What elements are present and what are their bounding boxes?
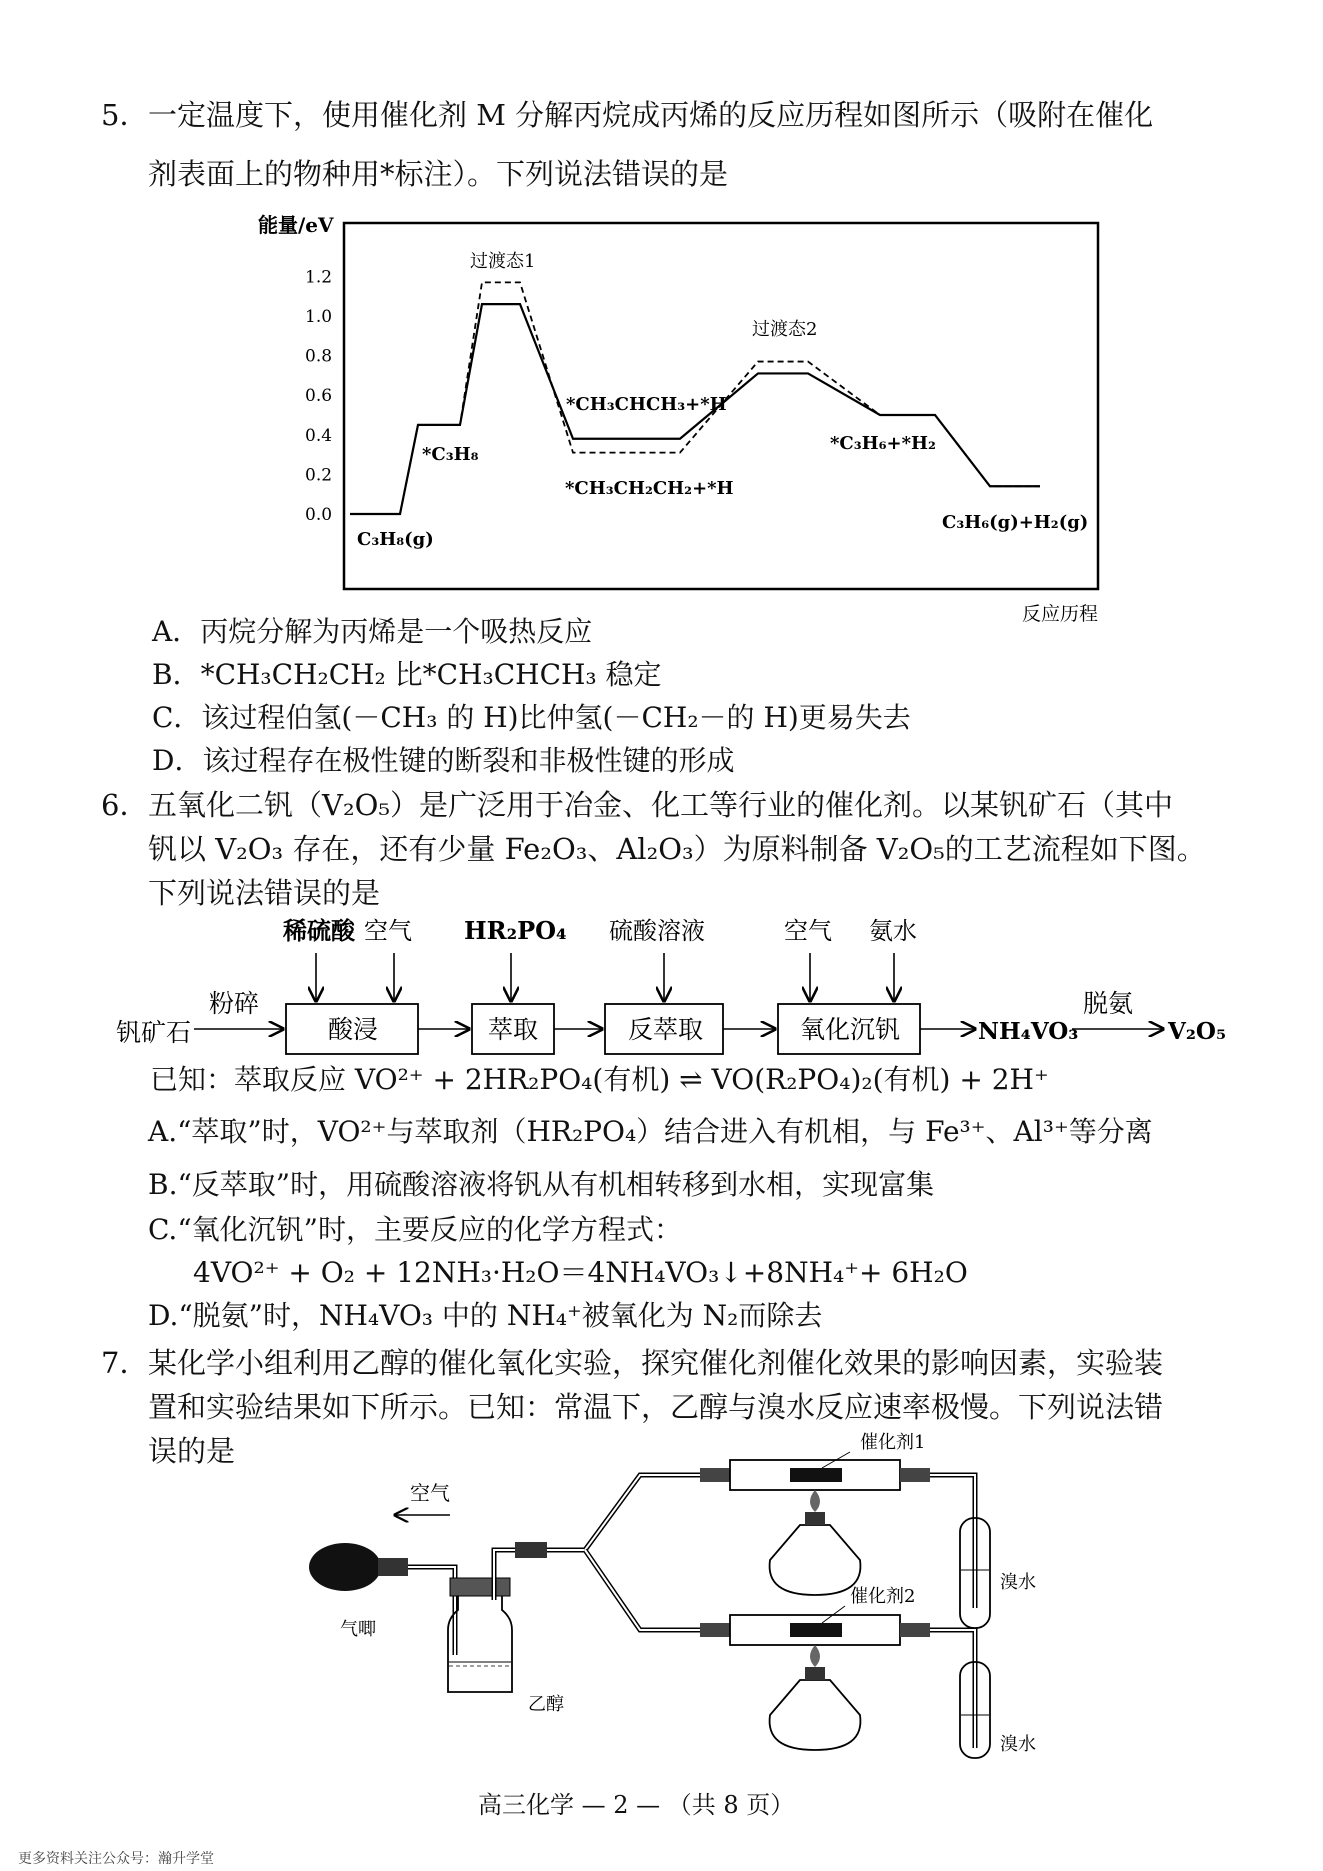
q7-number: 7． — [101, 1346, 149, 1380]
spirit-lamp-1 — [770, 1525, 861, 1595]
ts2-label: 过渡态2 — [752, 319, 818, 340]
watermark: 更多资料关注公众号：瀚升学堂 — [18, 1851, 214, 1867]
q7-stem-line2: 置和实验结果如下所示。已知：常温下，乙醇与溴水反应速率极慢。下列说法错 — [148, 1390, 1164, 1424]
air-label: 空气 — [410, 1481, 450, 1505]
input-arrows — [316, 953, 894, 1001]
start-material: 钒矿石 — [116, 1018, 192, 1047]
state2-upper-label: *CH₃CHCH₃+*H — [566, 394, 727, 415]
y-tick-label: 0.8 — [305, 346, 333, 367]
connector-cat2-left — [700, 1623, 730, 1637]
pump-bulb — [309, 1543, 381, 1591]
q6-option-c: C.“氧化沉钒”时，主要反应的化学方程式： — [148, 1213, 682, 1246]
ts1-label: 过渡态1 — [470, 251, 536, 272]
y-tick-label: 0.0 — [305, 505, 333, 525]
input-sulfuric-solution: 硫酸溶液 — [609, 917, 705, 945]
pump-label: 气唧 — [340, 1619, 376, 1640]
bromine-water-2-label: 溴水 — [1000, 1734, 1036, 1755]
q5-stem-line2: 剂表面上的物种用*标注）。下列说法错误的是 — [148, 157, 729, 191]
q5-option-a: A．丙烷分解为丙烯是一个吸热反应 — [152, 615, 593, 648]
rubber-connector-1 — [515, 1542, 547, 1558]
final-product: V₂O₅ — [1168, 1018, 1227, 1045]
split-tube-upper — [585, 1475, 730, 1550]
state1-label: *C₃H₈ — [422, 444, 479, 465]
pump-valve — [378, 1558, 408, 1576]
catalyst-1-bed — [790, 1468, 842, 1482]
input-air-2: 空气 — [784, 917, 832, 945]
q7-stem-line3: 误的是 — [148, 1434, 236, 1468]
y-tick-label: 0.4 — [305, 425, 333, 446]
y-tick-label: 1.0 — [305, 307, 333, 327]
q6-stem-line3: 下列说法错误的是 — [148, 876, 381, 910]
connector-cat1-right — [900, 1468, 930, 1482]
input-extractant: HR₂PO₄ — [464, 916, 567, 945]
apparatus-diagram — [0, 1430, 1323, 1760]
q6-stem-line2: 钒以 V₂O₃ 存在，还有少量 Fe₂O₃、Al₂O₃）为原料制备 V₂O₅的工艺流程如下图。 — [148, 832, 1206, 866]
catalyst-2-label: 催化剂2 — [850, 1586, 916, 1607]
process-flow-diagram — [0, 905, 1323, 1075]
state3-label: *C₃H₆+*H₂ — [830, 433, 936, 454]
box2-label: 萃取 — [488, 1015, 539, 1044]
q6-known: 已知：萃取反应 VO²⁺ + 2HR₂PO₄(有机) ⇌ VO(R₂PO₄)₂(有机) + 2H⁺ — [150, 1063, 1049, 1096]
q6-number: 6． — [101, 788, 149, 822]
catalyst-2-bed — [790, 1623, 842, 1637]
y-tick-labels — [305, 267, 332, 525]
box4-label: 氧化沉钒 — [800, 1015, 901, 1044]
q6-option-d: D.“脱氨”时，NH₄VO₃ 中的 NH₄⁺被氧化为 N₂而除去 — [148, 1299, 823, 1332]
x-axis-label: 反应历程 — [1022, 603, 1099, 625]
flame-2 — [810, 1645, 820, 1667]
intermediate-product: NH₄VO₃ — [978, 1018, 1079, 1045]
y-tick-label: 1.2 — [305, 267, 333, 288]
q7-stem-line1: 某化学小组利用乙醇的催化氧化实验，探究催化剂催化效果的影响因素，实验装 — [148, 1346, 1164, 1380]
y-tick-label: 0.6 — [305, 386, 333, 407]
bromine-water-1-label: 溴水 — [1000, 1572, 1036, 1593]
q6-option-a: A.“萃取”时，VO²⁺与萃取剂（HR₂PO₄）结合进入有机相，与 Fe³⁺、Al³⁺等分离 — [148, 1115, 1153, 1148]
q6-option-b: B.“反萃取”时，用硫酸溶液将钒从有机相转移到水相，实现富集 — [148, 1168, 935, 1201]
q6-option-c-equation: 4VO²⁺ + O₂ + 12NH₃·H₂O＝4NH₄VO₃↓+8NH₄⁺+ 6H₂O — [193, 1256, 968, 1289]
q5-option-d: D．该过程存在极性键的断裂和非极性键的形成 — [152, 744, 735, 777]
spirit-lamp-2 — [770, 1680, 861, 1750]
state4-label: C₃H₆(g)+H₂(g) — [942, 512, 1089, 533]
y-axis-label: 能量/eV — [258, 213, 334, 237]
ethanol-bottle — [448, 1596, 512, 1692]
catalyst-1-label: 催化剂1 — [860, 1432, 926, 1453]
q6-stem-line1: 五氧化二钒（V₂O₅）是广泛用于冶金、化工等行业的催化剂。以某钒矿石（其中 — [148, 788, 1173, 822]
state2-lower-label: *CH₃CH₂CH₂+*H — [565, 478, 734, 499]
state0-label: C₃H₈(g) — [357, 529, 434, 550]
input-air-1: 空气 — [364, 917, 412, 945]
input-ammonia-water: 氨水 — [869, 917, 917, 945]
q5-number: 5． — [101, 98, 149, 132]
q5-option-b: B．*CH₃CH₂CH₂ 比*CH₃CHCH₃ 稳定 — [152, 658, 662, 691]
crush-label: 粉碎 — [209, 989, 260, 1018]
q5-stem-line1: 一定温度下，使用催化剂 M 分解丙烷成丙烯的反应历程如图所示（吸附在催化 — [148, 98, 1154, 132]
bottle-stopper — [450, 1578, 510, 1596]
energy-diagram — [0, 0, 1323, 640]
box1-label: 酸浸 — [328, 1015, 379, 1044]
y-tick-label: 0.2 — [305, 465, 333, 486]
split-tube-lower — [585, 1550, 730, 1630]
connector-cat2-right — [900, 1623, 930, 1637]
ethanol-label: 乙醇 — [528, 1694, 564, 1715]
q5-option-c: C．该过程伯氢(－CH₃ 的 H)比仲氢(－CH₂－的 H)更易失去 — [152, 701, 911, 734]
input-dilute-sulfuric-acid: 稀硫酸 — [283, 916, 355, 945]
page-footer: 高三化学 — 2 — （共 8 页） — [478, 1791, 795, 1819]
connector-cat1-left — [700, 1468, 730, 1482]
box3-label: 反萃取 — [628, 1015, 704, 1044]
deamination-label: 脱氨 — [1083, 989, 1134, 1018]
flame-1 — [810, 1490, 820, 1512]
